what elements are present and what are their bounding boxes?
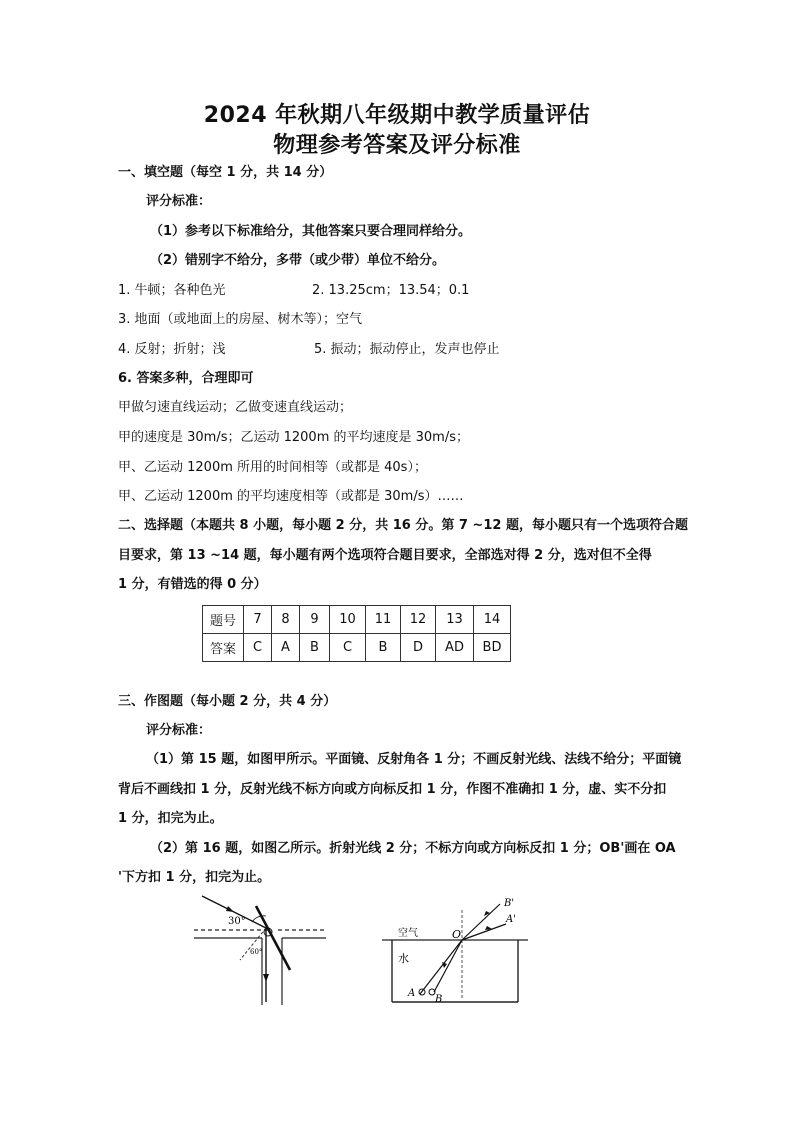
- angle-30-label: 30°: [228, 916, 246, 927]
- table-cell: 题号: [203, 606, 244, 634]
- section1-rule-1: （1）参考以下标准给分，其他答案只要合理同样给分。: [150, 224, 472, 239]
- table-cell: BD: [474, 634, 511, 662]
- table-cell: B: [300, 634, 330, 662]
- mirror-reflection-figure: [190, 890, 330, 1010]
- page-subtitle: 物理参考答案及评分标准: [273, 133, 521, 158]
- point-a-prime-label: A': [506, 914, 516, 925]
- page-title: 2024 年秋期八年级期中教学质量评估: [203, 103, 591, 128]
- table-cell: B: [366, 634, 401, 662]
- table-cell: 8: [272, 606, 300, 634]
- air-label: 空气: [398, 928, 418, 939]
- section3-heading: 三、作图题（每小题 2 分，共 4 分）: [118, 694, 337, 709]
- point-b-prime-label: B': [504, 898, 515, 909]
- table-row: [203, 606, 511, 634]
- table-cell: 11: [366, 606, 401, 634]
- section2-heading-line-2: 目要求，第 13 ~14 题，每小题有两个选项符合题目要求，全部选对得 2 分，选对但不全得: [118, 548, 652, 563]
- section1-heading: 一、填空题（每空 1 分，共 14 分）: [118, 165, 333, 180]
- answer-table: [202, 605, 511, 662]
- section3-p1-line-3: 1 分，扣完为止。: [118, 811, 223, 826]
- section3-criteria-label: 评分标准：: [146, 723, 212, 738]
- table-cell: AD: [436, 634, 474, 662]
- answer-4: 4. 反射；折射；浅: [118, 342, 226, 357]
- answer-6-line-3: 甲、乙运动 1200m 所用的时间相等（或都是 40s）；: [118, 460, 427, 475]
- refraction-figure: [380, 890, 530, 1010]
- section1-criteria-label: 评分标准：: [146, 194, 212, 209]
- answer-6-heading: 6. 答案多种，合理即可: [118, 371, 254, 386]
- section3-p2-line-2: '下方扣 1 分，扣完为止。: [118, 870, 271, 885]
- table-cell: 答案: [203, 634, 244, 662]
- answer-6-line-2: 甲的速度是 30m/s；乙运动 1200m 的平均速度是 30m/s；: [118, 430, 469, 445]
- answer-6-line-1: 甲做匀速直线运动；乙做变速直线运动；: [118, 400, 353, 415]
- table-row: [203, 634, 511, 662]
- section3-p1-line-2: 背后不画线扣 1 分，反射光线不标方向或方向标反扣 1 分，作图不准确扣 1 分，虚、实不分扣: [118, 782, 667, 797]
- table-cell: 12: [401, 606, 436, 634]
- answer-6-line-4: 甲、乙运动 1200m 的平均速度相等（或都是 30m/s）……: [118, 489, 464, 504]
- answer-1: 1. 牛顿；各种色光: [118, 283, 226, 298]
- section3-p1-line-1: （1）第 15 题，如图甲所示。平面镜、反射角各 1 分；不画反射光线、法线不给分；平面镜: [146, 752, 682, 767]
- answer-2: 2. 13.25cm；13.54；0.1: [312, 283, 470, 298]
- table-cell: 13: [436, 606, 474, 634]
- table-cell: C: [330, 634, 366, 662]
- section1-rule-2: （2）错别字不给分，多带（或少带）单位不给分。: [150, 253, 446, 268]
- table-cell: 7: [244, 606, 272, 634]
- point-o-label: O: [452, 928, 462, 941]
- water-label: 水: [398, 952, 409, 965]
- table-cell: C: [244, 634, 272, 662]
- answer-5: 5. 振动；振动停止，发声也停止: [314, 342, 500, 357]
- section3-p2-line-1: （2）第 16 题，如图乙所示。折射光线 2 分；不标方向或方向标反扣 1 分；OB'画在 OA: [150, 841, 676, 856]
- section2-heading-line-1: 二、选择题（本题共 8 小题，每小题 2 分，共 16 分。第 7 ~12 题，每小题只有一个选项符合题: [118, 518, 688, 533]
- table-cell: D: [401, 634, 436, 662]
- answer-3: 3. 地面（或地面上的房屋、树木等）；空气: [118, 312, 363, 327]
- point-b-label: B: [435, 994, 443, 1005]
- table-cell: 9: [300, 606, 330, 634]
- table-cell: A: [272, 634, 300, 662]
- table-cell: 14: [474, 606, 511, 634]
- angle-60-label: 60°: [250, 948, 263, 956]
- point-a-label: A: [408, 988, 416, 999]
- section2-heading-line-3: 1 分，有错选的得 0 分）: [118, 577, 267, 592]
- table-cell: 10: [330, 606, 366, 634]
